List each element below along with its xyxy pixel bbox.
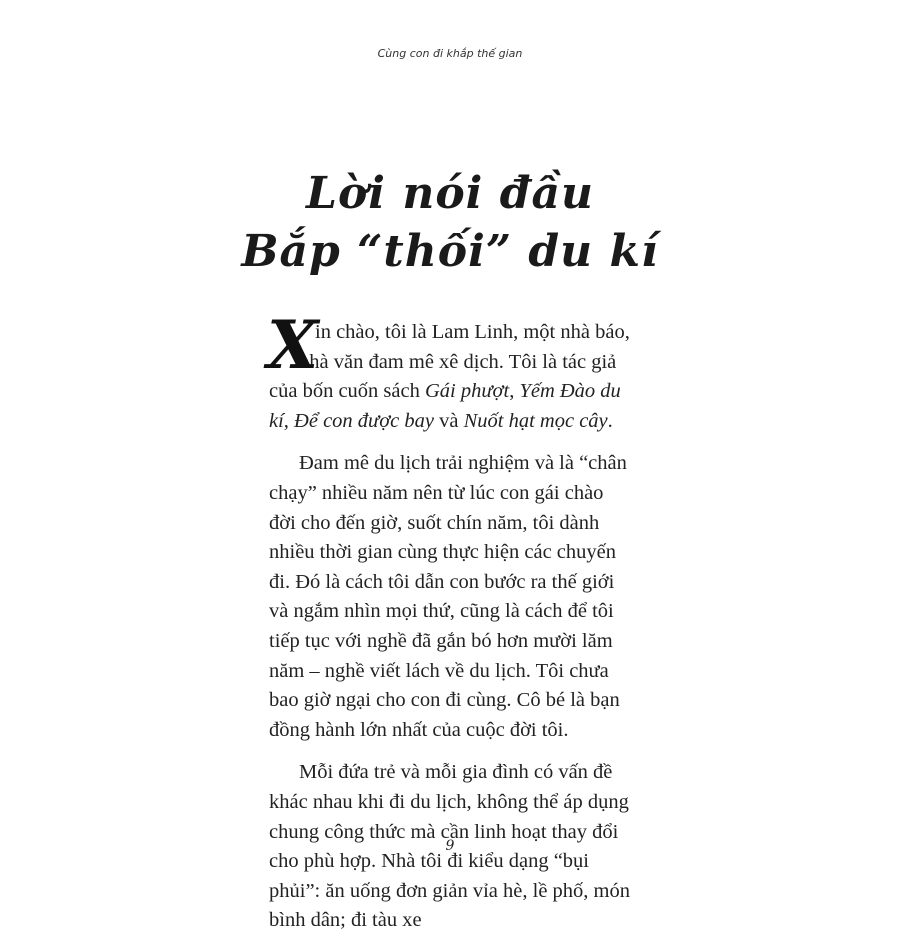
running-header: Cùng con đi khắp thế gian [377,47,523,60]
body-text [267,306,631,949]
intro-line-1: in chào, tôi là Lam Linh, một nhà báo, [315,321,630,343]
paragraph: Mỗi đứa trẻ và mỗi gia đình có vấn đề khác nhau khi đi du lịch, không thể áp dụng chung công thức mà cần linh hoạt thay đổi cho phù hợp. Nhà tôi đi kiểu dạng “bụi phủi”: ăn uống đơn giản vỉa hè, lề phố, món bình dân; đi tàu xe [269,761,630,932]
intro-rest: của bốn cuốn sách Gái phượt, Yếm Đào du kí, Để con được bay và Nuốt hạt mọc cây. [269,380,621,432]
paragraph: Đam mê du lịch trải nghiệm và là “chân chạy” nhiều năm nên từ lúc con gái chào đời cho đến giờ, suốt chín năm, tôi dành nhiều thời gian cùng thực hiện các chuyến đi. Đó là cách tôi dẫn con bước ra thế giới và ngắm nhìn mọi thứ, cũng là cách để tôi tiếp tục với nghề đã gắn bó hơn mười lăm năm – nghề viết lách về du lịch. Tôi chưa bao giờ ngại cho con đi cùng. Cô bé là bạn đồng hành lớn nhất của cuộc đời tôi. [269,452,627,741]
chapter-title: Lời nói đầu [306,168,594,219]
book-title: Nuốt hạt mọc cây [463,409,608,432]
page-number: 9 [445,838,455,854]
paragraph-intro [267,306,631,436]
book-title: Gái phượt [424,380,510,403]
drop-cap: X [267,306,319,384]
book-title: Để con được bay [294,409,434,432]
chapter-subtitle: Bắp “thối” du kí [241,226,659,277]
intro-line-2: nhà văn đam mê xê dịch. Tôi là tác giả [299,350,617,373]
book-title: Yếm Đào du kí [269,380,621,432]
